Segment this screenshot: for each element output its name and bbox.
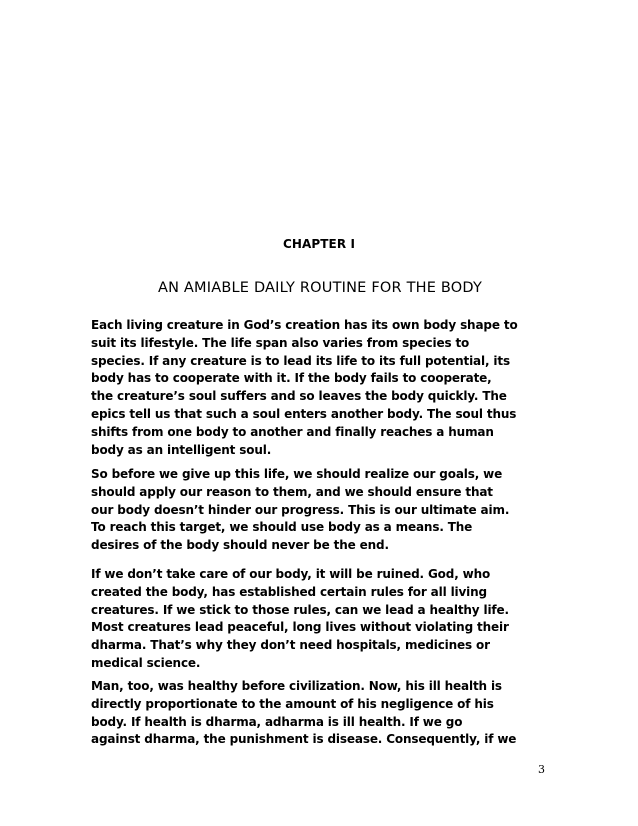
chapter-title: AN AMIABLE DAILY ROUTINE FOR THE BODY xyxy=(157,280,483,296)
paragraph-line: Man, too, was healthy before civilization. Now, his ill health is xyxy=(91,679,502,693)
paragraph-line: the creature’s soul suffers and so leaves the body quickly. The xyxy=(91,389,507,404)
paragraph-line: body as an intelligent soul. xyxy=(91,442,272,457)
paragraph-line: desires of the body should never be the end. xyxy=(91,538,389,553)
paragraph-line: should apply our reason to them, and we should ensure that xyxy=(91,484,493,499)
paragraph-line: directly proportionate to the amount of his negligence of his xyxy=(91,696,494,711)
paragraph-line: body. If health is dharma, adharma is ill health. If we go xyxy=(91,714,463,729)
paragraph-line: Most creatures lead peaceful, long lives without violating their xyxy=(91,620,509,635)
paragraph-3 xyxy=(91,566,551,673)
paragraph-line: medical science. xyxy=(91,655,201,670)
paragraph-line: species. If any creature is to lead its life to its full potential, its xyxy=(91,353,510,368)
chapter-heading: CHAPTER I xyxy=(282,237,356,251)
paragraph-line: Each living creature in God’s creation has its own body shape to xyxy=(91,318,518,332)
paragraph-line: creatures. If we stick to those rules, can we lead a healthy life. xyxy=(91,602,509,617)
paragraph-1 xyxy=(91,317,551,459)
paragraph-line: suit its lifestyle. The life span also varies from species to xyxy=(91,335,470,350)
paragraph-4 xyxy=(91,678,551,749)
paragraph-line: shifts from one body to another and finally reaches a human xyxy=(91,424,494,439)
paragraph-line: dharma. That’s why they don’t need hospitals, medicines or xyxy=(91,638,490,653)
paragraph-line: against dharma, the punishment is disease. Consequently, if we xyxy=(91,732,517,747)
paragraph-line: body has to cooperate with it. If the body fails to cooperate, xyxy=(91,371,492,386)
paragraph-2 xyxy=(91,466,551,555)
page-number: 3 xyxy=(538,763,545,776)
paragraph-line: created the body, has established certain rules for all living xyxy=(91,584,487,599)
paragraph-line: epics tell us that such a soul enters another body. The soul thus xyxy=(91,406,517,421)
paragraph-line: our body doesn’t hinder our progress. This is our ultimate aim. xyxy=(91,502,510,517)
paragraph-line: To reach this target, we should use body as a means. The xyxy=(91,520,473,535)
paragraph-line: If we don’t take care of our body, it will be ruined. God, who xyxy=(91,567,491,581)
paragraph-line: So before we give up this life, we should realize our goals, we xyxy=(91,467,503,481)
